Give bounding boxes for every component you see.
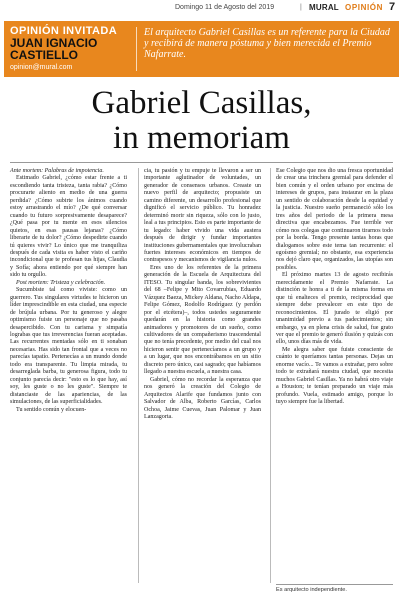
paragraph: Post mortem: Tristeza y celebración. <box>16 279 106 286</box>
text-column-2 <box>144 168 261 421</box>
paragraph: Ese Colegio que nos dio una fresca oportunidad de crear una trinchera gremial para defender el bien común y el orden urbano por encima de intereses de grupos, para instaurar en la plaza un sentido de colaboración desde la equidad y la justicia. Nuestro sueño permaneció sólo los tres años del periodo de la primera mesa directiva que encabezamos. Fue terrible ver cómo nos colegas que continuaron tirarnos todo por la borda. Tengo presente tantas horas que dialogamos sobre este tema tan recurrente: el egoísmo gremial; no obstante, esa experiencia nos dejó claro que, organizados, las utopías son posibles. <box>276 168 393 271</box>
header-separator: | <box>300 4 302 11</box>
paragraph: Sucumbiste tal como viviste: como un guerrero. Tus singulares virtudes te hicieron un líder imprescindible en esta ciudad, una especie de brújula urbana. Por tu generoso y alegre optimismo fuiste un personaje que no pasaba desapercibido. Con tu carisma y simpatía lograbas que tus irreverencias fueran aceptadas. Las recurrentes mentadas sólo en ti sonaban necesarias. Has sido tan frontal que a veces no parecías tapatío. Pertenecías a un mundo donde todo era transparente. Tu limpia mirada, tu desarreglada barba, tu generosa figura, todo tu conjunto parecía decir: "esto es lo que hay, así soy, les guste o no les guste". Siempre te distanciaste de las apariencias, de las simulaciones, de las superficialidades. <box>10 287 127 406</box>
paragraph: El próximo martes 13 de agosto recibirás merecidamente el Premio Nafarrate. La distinción te honra a ti de la misma forma en que tú enalteces el premio, reciprocidad que siempre debe prevalecer en este tipo de reconocimientos. El jurado te eligió por unanimidad previo a tus padecimientos; sin embargo, ya en plena crisis de salud, fue grato ver que el premio te generó ilusión y quizás con ello, unos días más de vida. <box>276 272 393 346</box>
section-name: OPINIÓN <box>345 3 383 12</box>
author-email[interactable]: opinion@mural.com <box>10 64 73 71</box>
paragraph: Ante mortem: Palabras de impotencia. <box>10 168 104 174</box>
newspaper-brand: MURAL <box>309 3 339 12</box>
paragraph: Estimado Gabriel, ¿cómo estar frente a ti escondiendo tanta tristeza, tanta rabia? ¿Cómo procurarte aliento en medio de una guerra perdida? ¿Cómo subirte los ánimos cuando estoy arrastrando el mío? ¿De qué conversar cuando tu futuro sorpresivamente desaparece? ¿Qué pasa por tu mente en esos silencios quietos, en esas pausas lejanas? ¿Cómo liberarte de tu dolor? ¿Cómo despedirte cuando tú quieres vivir? Lo único que me tranquiliza después de cada visita es haber visto el cariño incondicional que te profesan tus hijas, Claudia y Sofía; ahora entiendo por qué siempre han sido tu orgullo. <box>10 175 127 279</box>
article-headline <box>0 86 403 156</box>
headline-rule <box>10 162 393 163</box>
column-divider <box>270 168 271 583</box>
text-column-1 <box>10 168 127 414</box>
paragraph: Gabriel, cómo no recordar la esperanza que nos generó la creación del Colegio de Arquitectos Alarife que fundamos junto con Salvador de Alba, Roberto Garcías, Carlos Ochoa, Jaime Cuevas, Juan Palomar y Juan Lanzagorta. <box>144 376 261 420</box>
paragraph: Tu sentido común y elocuen- <box>16 406 87 413</box>
page-header <box>0 0 403 18</box>
headline-line-2: in memoriam <box>113 120 290 156</box>
article-deck: El arquitecto Gabriel Casillas es un referente para la Ciudad y recibirá de manera póstuma y bien merecida el Premio Nafarrate. <box>144 27 390 61</box>
page-number: 7 <box>389 1 396 13</box>
author-byline: Es arquitecto independiente. <box>276 584 393 593</box>
opinion-banner <box>4 21 399 77</box>
paragraph: cia, tu pasión y tu empuje te llevaron a ser un importante aglutinador de voluntades, un generador de consensos urbanos. Creaste un nuevo perfil de arquitecto; propusiste un camino diferente, un desarrollo profesional que dignificó el servicio público. Tu honradez determinó morir sin riqueza, sólo con lo justo, leal a tus principios. Esto es parte importante de tu legado: haber vivido una vida austera después de dirigir y fundar importantes instituciones gubernamentales que involucraban fuertes intereses económicos en tiempos de contrapesos y mecanismos de vigilancia nulos. <box>144 168 261 264</box>
banner-divider <box>136 27 137 71</box>
headline-line-1: Gabriel Casillas, <box>91 85 312 121</box>
paragraph: Me alegra saber que fuiste consciente de cuánto te queríamos tantas personas. Dejas un enorme vacío... Te vamos a extrañar, pero sobre todo te extrañará nuestra ciudad, que necesita muchos Gabriel Casillas. Ya no habrá otro viaje a Houston; te tenían preparado un viaje más profundo. Vuela, estimado amigo, porque lo tuyo siempre fue la libertad. <box>276 346 393 406</box>
issue-date: Domingo 11 de Agosto del 2019 <box>175 4 275 11</box>
text-column-3 <box>276 168 393 407</box>
author-name: JUAN IGNACIO CASTIELLO <box>10 36 98 62</box>
column-divider <box>138 168 139 583</box>
column-kicker: OPINIÓN INVITADA <box>10 25 118 37</box>
paragraph: Eres uno de los referentes de la primera generación de la Escuela de Arquitectura del ITESO. Tu singular banda, los sobrevivientes del 68 –Felipe y Mito Covarrubias, Eduardo Vázquez Baeza, Mickey Aldana, Nacho Aldapa, Felipe Gómez, Rodolfo Rodríguez (y perdón por el etcétera)–, todos ustedes seguramente quedarán en la historia como grandes animadores y promotores de un sueño, como cultivadores de un compañerismo trascendental que no tenía precedente, por medio del cual nos hicieron sentir que pertenecíamos a un grupo y a un lugar, que nos encontrábamos en un sitio discreto pero único, casi sagrado; que habíamos llegado a nuestra escuela, a nuestra casa. <box>144 264 261 376</box>
